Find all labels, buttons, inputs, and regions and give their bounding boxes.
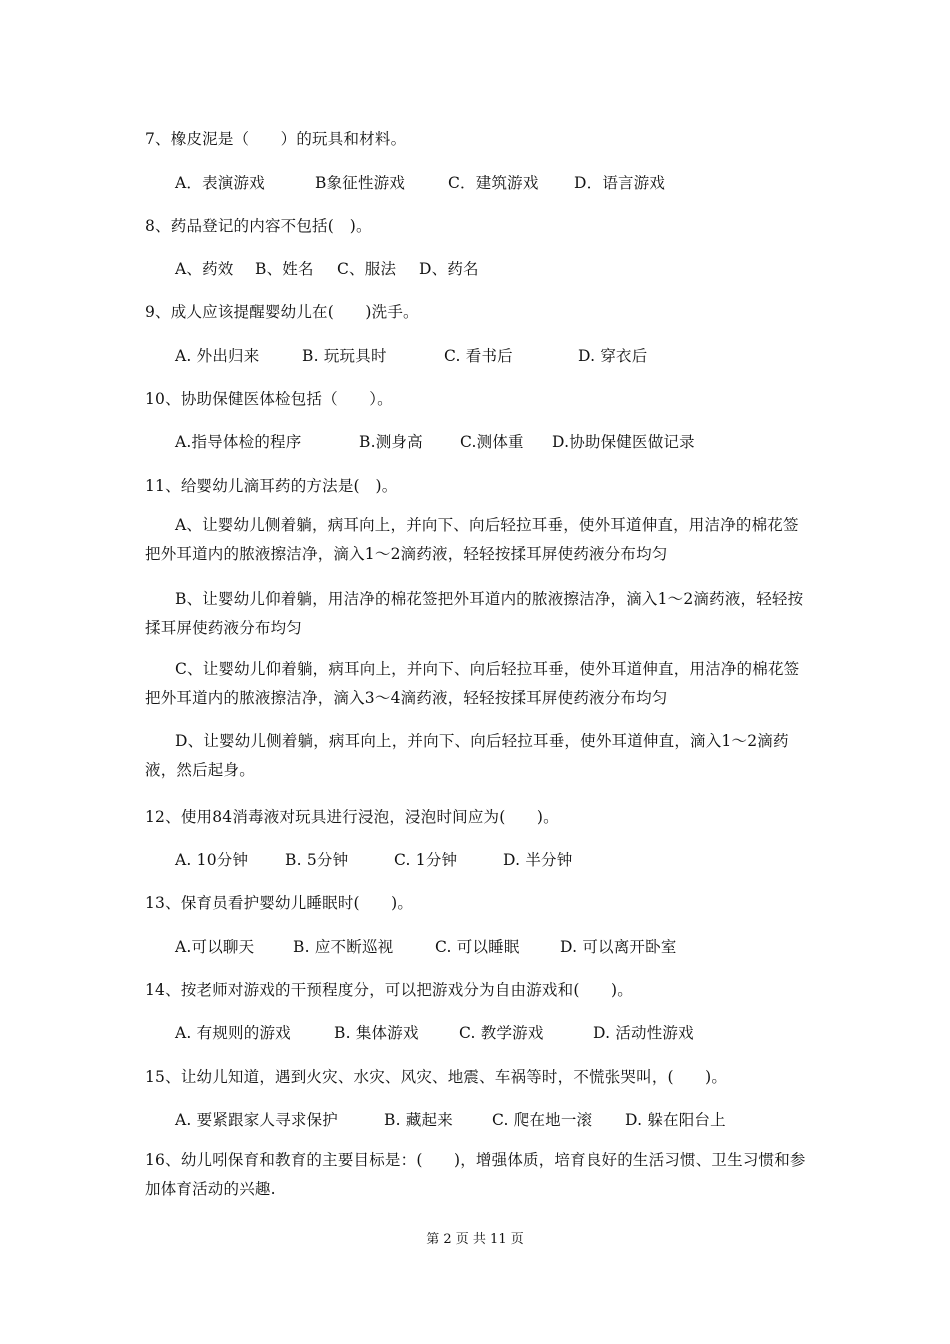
option-b: B.测身高: [359, 433, 423, 451]
question-13-options: [175, 935, 677, 957]
option-d: D. 躲在阳台上: [625, 1111, 726, 1129]
option-c: C. 看书后: [444, 347, 513, 365]
question-9: 9、成人应该提醒婴幼儿在( )洗手。: [145, 303, 419, 321]
question-11: 11、给婴幼儿滴耳药的方法是( )。: [145, 477, 398, 495]
option-a: A. 外出归来: [175, 347, 260, 365]
option-d: D、药名: [419, 260, 479, 278]
option-b: B. 应不断巡视: [293, 938, 394, 956]
option-d: D. 可以离开卧室: [560, 938, 677, 956]
question-10: 10、协助保健医体检包括（ ）。: [145, 390, 393, 408]
question-14: 14、按老师对游戏的干预程度分，可以把游戏分为自由游戏和( )。: [145, 981, 633, 999]
question-8: 8、药品登记的内容不包括( )。: [145, 217, 372, 235]
question-7: 7、橡皮泥是（ ）的玩具和材料。: [145, 130, 407, 148]
question-13: 13、保育员看护婴幼儿睡眠时( )。: [145, 894, 414, 912]
option-c: C. 1分钟: [394, 851, 458, 869]
option-a: A.可以聊天: [175, 938, 255, 956]
option-b: B、姓名: [255, 260, 314, 278]
option-c: C.测体重: [460, 433, 524, 451]
question-11-option-d: D、让婴幼儿侧着躺，病耳向上，并向下、向后轻拉耳垂，使外耳道伸直，滴入1～2滴药液，然后起身。: [145, 732, 789, 779]
question-12-options: [175, 848, 572, 870]
question-16: 16、幼儿吲保育和教育的主要目标是：( )，增强体质，培育良好的生活习惯、卫生习惯和参加体育活动的兴趣.: [145, 1151, 806, 1198]
question-7-options: [175, 171, 665, 193]
option-b: B. 5分钟: [285, 851, 349, 869]
option-c: C. 爬在地一滚: [492, 1111, 593, 1129]
option-d: D. 活动性游戏: [593, 1024, 694, 1042]
option-d: D．语言游戏: [574, 174, 666, 192]
option-a: A.指导体检的程序: [175, 433, 302, 451]
option-c: C．建筑游戏: [448, 174, 539, 192]
option-c: C、服法: [337, 260, 397, 278]
question-11-option-c: C、让婴幼儿仰着躺，病耳向上，并向下、向后轻拉耳垂，使外耳道伸直，用洁净的棉花签把外耳道内的脓液擦洁净，滴入3～4滴药液，轻轻按揉耳屏使药液分布均匀: [145, 660, 800, 707]
option-d: D. 半分钟: [503, 851, 573, 869]
question-8-options: [175, 257, 479, 279]
option-a: A、药效: [175, 260, 234, 278]
option-d: D. 穿衣后: [578, 347, 648, 365]
option-a: A. 要紧跟家人寻求保护: [175, 1111, 338, 1129]
option-c: C. 可以睡眠: [435, 938, 520, 956]
question-15: 15、让幼儿知道，遇到火灾、水灾、风灾、地震、车祸等时，不慌张哭叫，( )。: [145, 1068, 728, 1086]
page-number: 第 2 页 共 11 页: [426, 1232, 524, 1247]
option-a: A．表演游戏: [175, 174, 265, 192]
option-a: A. 10分钟: [175, 851, 249, 869]
question-10-options: [175, 430, 695, 452]
question-15-options: [175, 1108, 726, 1130]
question-12: 12、使用84消毒液对玩具进行浸泡，浸泡时间应为( )。: [145, 808, 559, 826]
question-9-options: [175, 344, 647, 366]
option-b: B. 玩玩具时: [302, 347, 387, 365]
option-b: B象征性游戏: [315, 174, 406, 192]
question-11-option-a: A、让婴幼儿侧着躺，病耳向上，并向下、向后轻拉耳垂，使外耳道伸直，用洁净的棉花签把外耳道内的脓液擦洁净，滴入1～2滴药液，轻轻按揉耳屏使药液分布均匀: [145, 516, 799, 563]
option-b: B. 集体游戏: [334, 1024, 419, 1042]
question-14-options: [175, 1021, 694, 1043]
option-a: A. 有规则的游戏: [175, 1024, 291, 1042]
option-b: B. 藏起来: [384, 1111, 453, 1129]
option-d: D.协助保健医做记录: [552, 433, 695, 451]
option-c: C. 教学游戏: [459, 1024, 544, 1042]
question-11-option-b: B、让婴幼儿仰着躺，用洁净的棉花签把外耳道内的脓液擦洁净，滴入1～2滴药液，轻轻按揉耳屏使药液分布均匀: [145, 590, 804, 637]
